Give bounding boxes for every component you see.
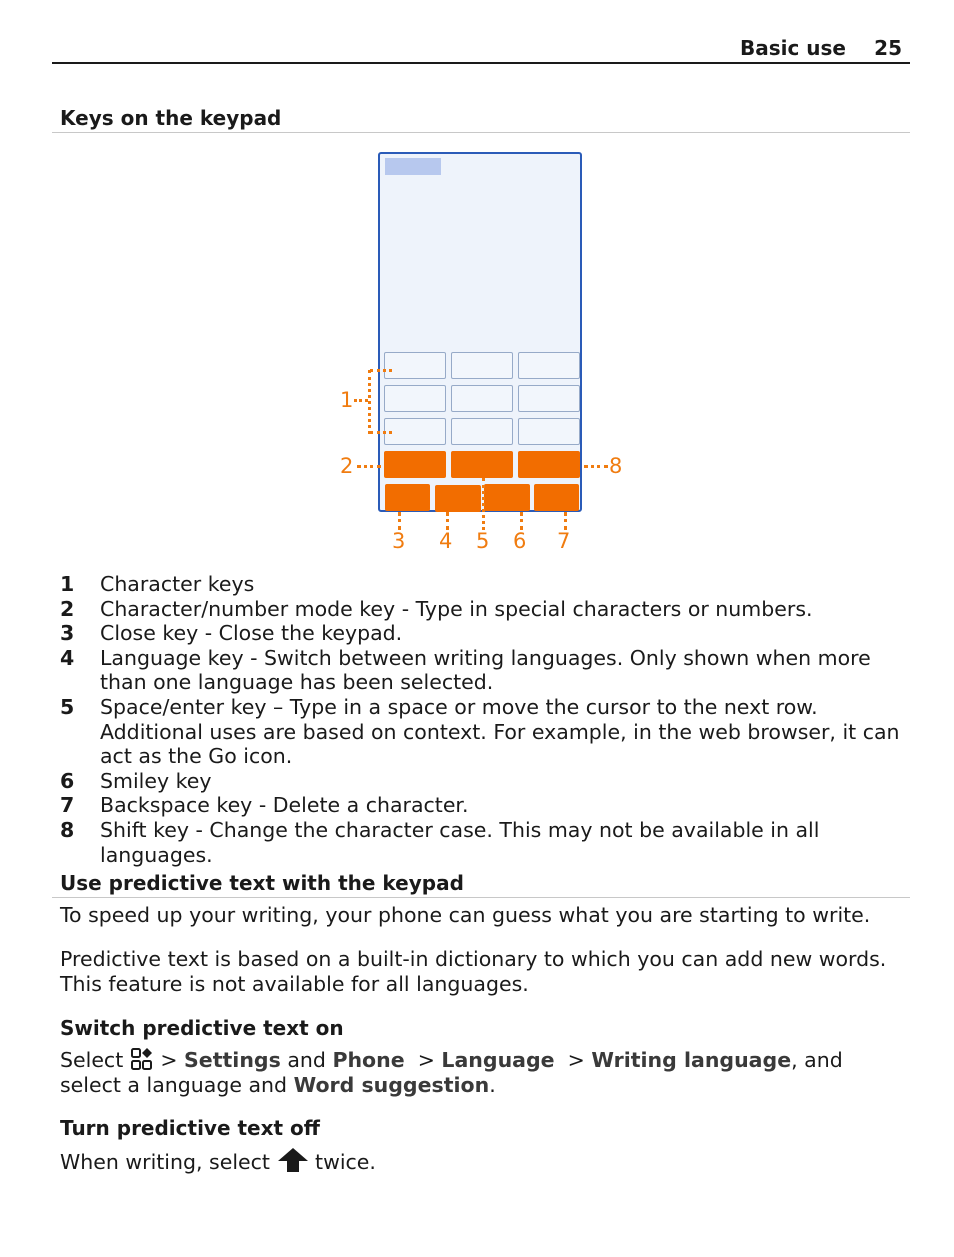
callout-6-leader: [520, 512, 523, 530]
character-key: [518, 352, 580, 379]
close-key: [385, 484, 430, 511]
turn-off-instructions: [60, 1147, 910, 1175]
instruction-text: twice.: [315, 1150, 376, 1174]
switch-on-title: Switch predictive text on: [60, 1016, 344, 1040]
item-number: 7: [60, 793, 75, 818]
item-text: Space/enter key – Type in a space or move the cursor to the next row. Additional uses are based on context. For example, in the web browser, it can act as the Go icon.: [100, 694, 900, 769]
list-item: [60, 793, 910, 818]
space-enter-key: [451, 451, 513, 478]
list-item: [60, 597, 910, 622]
phone-screen: [378, 152, 582, 512]
turn-off-title: Turn predictive text off: [60, 1116, 320, 1140]
predictive-dictionary-paragraph: Predictive text is based on a built-in dictionary to which you can add new words. This feature is not available for all languages.: [60, 947, 887, 996]
menu-separator: >: [567, 1048, 585, 1072]
callout-8: 8: [609, 454, 623, 478]
menu-path-word-suggestion: Word suggestion: [293, 1073, 490, 1097]
list-item: [60, 646, 910, 695]
character-key: [384, 418, 446, 445]
screen-title-bar: [385, 158, 441, 175]
item-text: Language key - Switch between writing languages. Only shown when more than one language has been selected.: [100, 645, 871, 695]
character-key: [518, 418, 580, 445]
item-number: 5: [60, 694, 75, 719]
instruction-text: .: [489, 1073, 496, 1097]
callout-6: 6: [513, 529, 527, 553]
item-number: 8: [60, 817, 75, 842]
list-item: [60, 572, 910, 597]
predictive-intro-paragraph: To speed up your writing, your phone can guess what you are starting to write.: [60, 903, 871, 927]
smiley-key: [484, 484, 530, 511]
shift-arrow-icon: [277, 1147, 309, 1173]
menu-separator: >: [417, 1048, 435, 1072]
callout-3-leader: [398, 512, 401, 530]
callout-1-leader: [354, 399, 368, 402]
mode-key: [384, 451, 446, 478]
callout-4: 4: [439, 529, 453, 553]
character-key: [518, 385, 580, 412]
callout-4-leader: [446, 512, 449, 530]
callout-1-top-tick: [370, 369, 392, 372]
list-item: [60, 695, 910, 769]
item-text: Backspace key - Delete a character.: [100, 793, 469, 818]
item-number: 3: [60, 621, 75, 646]
callout-7: 7: [557, 529, 571, 553]
key-descriptions-list: [60, 572, 910, 867]
item-number: 1: [60, 572, 75, 596]
predictive-section-title: Use predictive text with the keypad: [52, 871, 910, 898]
item-number: 4: [60, 645, 75, 670]
callout-2-leader: [357, 465, 381, 468]
item-text: Character/number mode key - Type in special characters or numbers.: [100, 596, 813, 621]
header-section-title: Basic use: [739, 36, 846, 60]
character-key: [451, 418, 513, 445]
character-key: [451, 352, 513, 379]
character-key: [384, 352, 446, 379]
backspace-key: [534, 484, 579, 511]
page-header: [52, 36, 910, 64]
callout-5: 5: [476, 529, 490, 553]
callout-1-bracket: [368, 370, 371, 434]
list-item: [60, 621, 910, 646]
character-key: [384, 385, 446, 412]
item-number: 2: [60, 596, 75, 621]
menu-path-writing-language: Writing language: [591, 1048, 792, 1072]
menu-path-language: Language: [441, 1048, 555, 1072]
callout-5-leader: [482, 478, 485, 530]
callout-2: 2: [340, 454, 354, 478]
instruction-text: and: [287, 1048, 326, 1072]
shift-key: [518, 451, 580, 478]
item-text: Character keys: [100, 572, 255, 596]
item-text: Smiley key: [100, 768, 212, 793]
instruction-text: When writing, select: [60, 1150, 270, 1174]
menu-path-settings: Settings: [184, 1048, 281, 1072]
callout-1: 1: [340, 388, 354, 412]
instruction-text: , and select a language and: [60, 1048, 843, 1097]
menu-grid-icon: [130, 1047, 154, 1071]
instruction-text: Select: [60, 1048, 124, 1072]
language-key: [435, 485, 481, 512]
callout-7-leader: [564, 512, 567, 530]
keypad-section-title: Keys on the keypad: [52, 106, 910, 133]
menu-separator: >: [160, 1048, 178, 1072]
page-number: 25: [874, 36, 902, 60]
item-number: 6: [60, 768, 75, 793]
item-text: Close key - Close the keypad.: [100, 621, 403, 646]
character-key: [451, 385, 513, 412]
callout-1-bottom-tick: [370, 431, 392, 434]
menu-path-phone: Phone: [332, 1048, 405, 1072]
list-item: [60, 769, 910, 794]
list-item: [60, 818, 910, 867]
callout-8-leader: [584, 465, 608, 468]
callout-3: 3: [392, 529, 406, 553]
switch-on-instructions: [60, 1047, 910, 1098]
item-text: Shift key - Change the character case. This may not be available in all languages.: [100, 817, 820, 867]
